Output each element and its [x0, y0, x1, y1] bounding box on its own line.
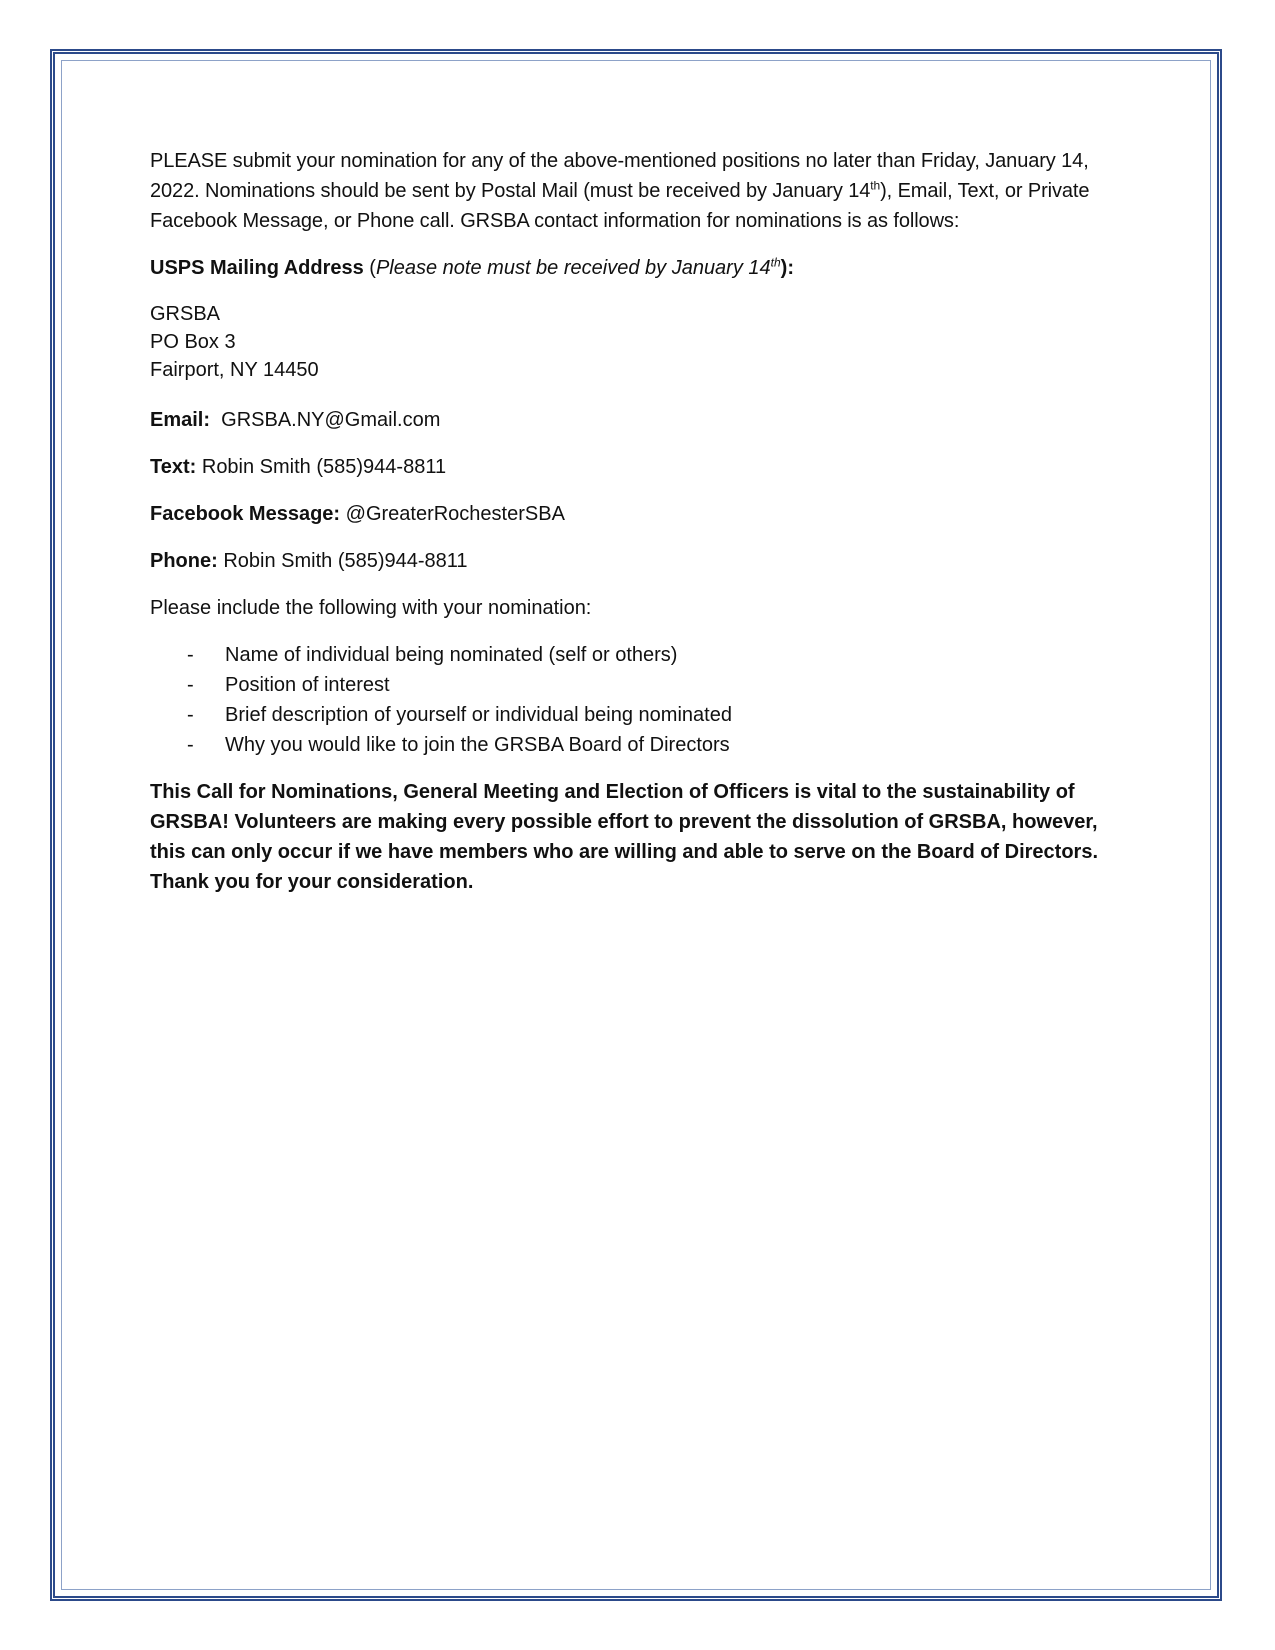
- phone-contact: [150, 546, 1130, 576]
- phone-value: Robin Smith (585)944-8811: [217, 550, 468, 572]
- facebook-label: Facebook Message:: [150, 503, 341, 525]
- intro-text-part2: ), Email, Text, or Private Facebook Message, or Phone call. GRSBA contact information for nominations is as follows:: [150, 180, 1090, 232]
- email-contact: [150, 405, 1130, 435]
- text-value: Robin Smith (585)944-8811: [196, 456, 447, 478]
- list-dash: -: [187, 644, 194, 666]
- phone-label: Phone:: [150, 550, 218, 572]
- document-body: [150, 146, 1130, 914]
- email-value: GRSBA.NY@Gmail.com: [210, 409, 441, 431]
- list-item: - Name of individual being nominated (self or others): [150, 640, 1130, 670]
- closing-paragraph: This Call for Nominations, General Meeting and Election of Officers is vital to the sustainability of GRSBA! Volunteers are making every possible effort to prevent the dissolution of GRSBA, however, this can only occur if we have members who are willing and able to serve on the Board of Directors. Thank you for your consideration.: [150, 781, 1099, 893]
- address-line-3: Fairport, NY 14450: [150, 359, 319, 381]
- facebook-value: @GreaterRochesterSBA: [340, 503, 565, 525]
- facebook-contact: [150, 499, 1130, 529]
- list-dash: -: [187, 734, 194, 756]
- intro-superscript: th: [870, 178, 881, 193]
- list-item: - Position of interest: [150, 670, 1130, 700]
- mailing-address-heading: [150, 253, 1130, 283]
- mailing-address: [150, 300, 1130, 384]
- mailing-address-label: USPS Mailing Address: [150, 257, 364, 279]
- mailing-note-superscript: th: [770, 255, 781, 270]
- nomination-requirements-list: [150, 640, 1130, 760]
- mailing-note: Please note must be received by January 14th: [375, 255, 781, 279]
- intro-text-part1: PLEASE submit your nomination for any of the above-mentioned positions no later than Friday, January 14, 2022. Nominations should be sent by Postal Mail (must be received by January 14: [150, 150, 1089, 202]
- text-contact: [150, 452, 1130, 482]
- list-dash: -: [187, 674, 194, 696]
- list-item: - Brief description of yourself or individual being nominated: [150, 700, 1130, 730]
- mailing-close: ):: [780, 257, 794, 279]
- email-label: Email:: [150, 409, 211, 431]
- address-line-1: GRSBA: [150, 303, 221, 325]
- list-item: - Why you would like to join the GRSBA Board of Directors: [150, 730, 1130, 760]
- text-label: Text:: [150, 456, 197, 478]
- list-dash: -: [187, 704, 194, 726]
- intro-paragraph: [150, 146, 1130, 236]
- mailing-open-paren: (: [363, 257, 376, 279]
- include-intro: Please include the following with your nomination:: [150, 597, 592, 619]
- address-line-2: PO Box 3: [150, 331, 236, 353]
